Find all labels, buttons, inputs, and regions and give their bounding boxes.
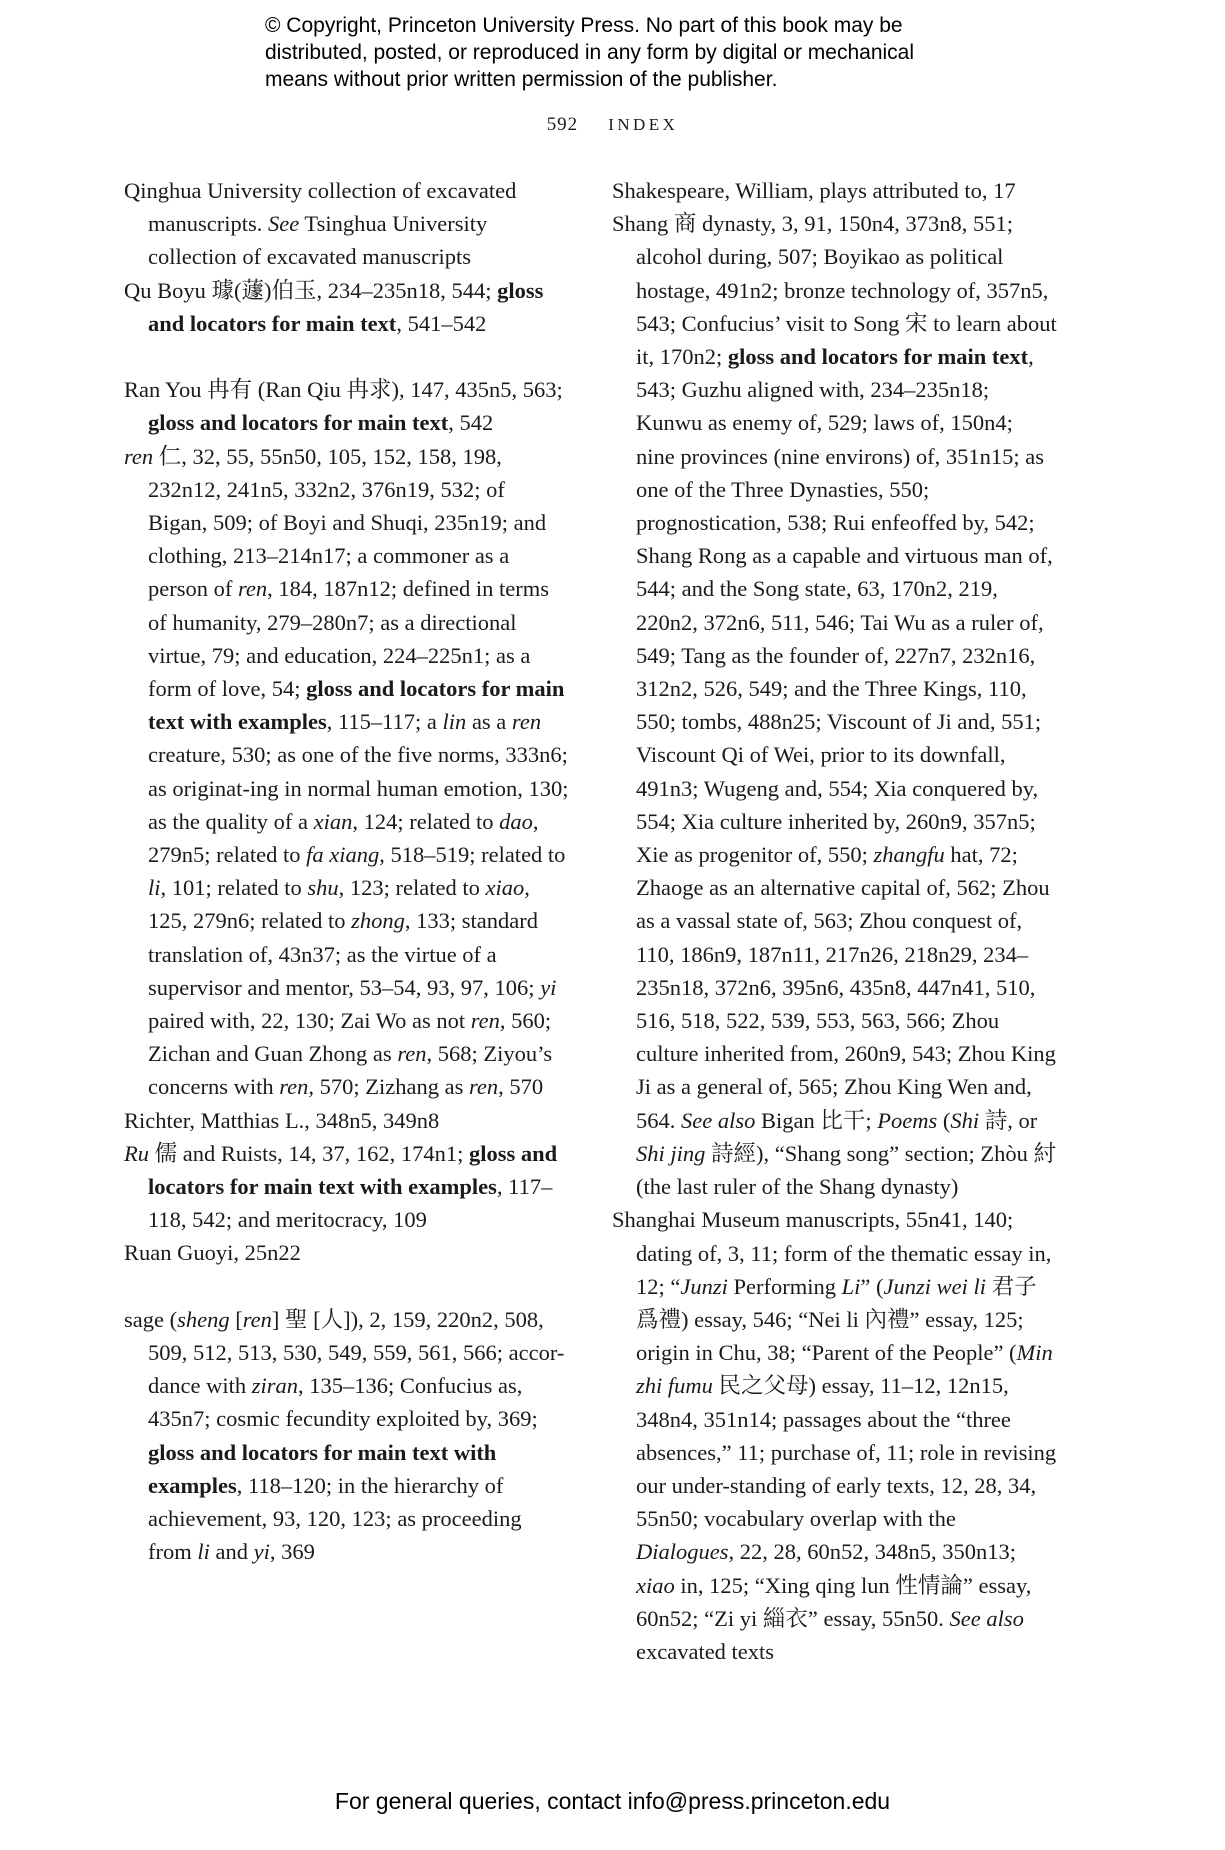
index-entry: Shang 商 dynasty, 3, 91, 150n4, 373n8, 551; alcohol during, 507; Boyikao as political hostage, 491n2; bronze technology of, 357n5, 543; Confucius’ visit to Song 宋 to learn about it, 170n2; gloss and locators for main text, 543; Guzhu aligned with, 234–235n18; Kunwu as enemy of, 529; laws of, 150n4; nine provinces (nine environs) of, 351n15; as one of the Three Dynasties, 550; prognostication, 538; Rui enfeoffed by, 542; Shang Rong as a capable and virtuous man of, 544; and the Song state, 63, 170n2, 219, 220n2, 372n6, 511, 546; Tai Wu as a ruler of, 549; Tang as the founder of, 227n7, 232n16, 312n2, 526, 549; and the Three Kings, 110, 550; tombs, 488n25; Viscount of Ji and, 551; Viscount Qi of Wei, prior to its downfall, 491n3; Wugeng and, 554; Xia conquered by, 554; Xia culture inherited by, 260n9, 357n5; Xie as progenitor of, 550; zhangfu hat, 72; Zhaoge as an alternative capital of, 562; Zhou as a vassal state of, 563; Zhou conquest of, 110, 186n9, 187n11, 217n26, 218n29, 234–235n18, 372n6, 395n6, 435n8, 447n41, 510, 516, 518, 522, 539, 553, 563, 566; Zhou culture inherited from, 260n9, 543; Zhou King Ji as a general of, 565; Zhou King Wen and, 564. See also Bigan 比干; Poems (Shi 詩, or Shi jing 詩經), “Shang song” section; Zhòu 紂 (the last ruler of the Shang dynasty) — [612, 211, 1057, 1200]
index-entry: Richter, Matthias L., 348n5, 349n8 — [124, 1107, 440, 1133]
index-entry: Shanghai Museum manuscripts, 55n41, 140; dating of, 3, 11; form of the thematic essay in, 12; “Junzi Performing Li” (Junzi wei li 君子爲禮) essay, 546; “Nei li 內禮” essay, 125; origin in Chu, 38; “Parent of the People” (Min zhi fumu 民之父母) essay, 11–12, 12n15, 348n4, 351n14; passages about the “three absences,” 11; purchase of, 11; role in revising our under-standing of early texts, 12, 28, 34, 55n50; vocabulary overlap with the Dialogues, 22, 28, 60n52, 348n5, 350n13; xiao in, 125; “Xing qing lun 性情論” essay, 60n52; “Zi yi 緇衣” essay, 55n50. See also excavated texts — [612, 1207, 1057, 1664]
section-break — [124, 340, 569, 373]
copyright-line-2: distributed, posted, or reproduced in any form by digital or mechanical — [265, 41, 915, 64]
section-break — [124, 1270, 569, 1303]
index-entry: ren 仁, 32, 55, 55n50, 105, 152, 158, 198, 232n12, 241n5, 332n2, 376n19, 532; of Bigan, 509; of Boyi and Shuqi, 235n19; and clothing, 213–214n17; a commoner as a person of ren, 184, 187n12; defined in terms of humanity, 279–280n7; as a directional virtue, 79; and education, 224–225n1; as a form of love, 54; gloss and locators for main text with examples, 115–117; a lin as a ren creature, 530; as one of the five norms, 333n6; as originat-ing in normal human emotion, 130; as the quality of a xian, 124; related to dao, 279n5; related to fa xiang, 518–519; related to li, 101; related to shu, 123; related to xiao, 125, 279n6; related to zhong, 133; standard translation of, 43n37; as the virtue of a supervisor and mentor, 53–54, 93, 97, 106; yi paired with, 22, 130; Zai Wo as not ren, 560; Zichan and Guan Zhong as ren, 568; Ziyou’s concerns with ren, 570; Zizhang as ren, 570 — [124, 443, 569, 1100]
index-entry: sage (sheng [ren] 聖 [人]), 2, 159, 220n2, 508, 509, 512, 513, 530, 549, 559, 561, 566; accor-dance with ziran, 135–136; Confucius as, 435n7; cosmic fecundity exploited by, 369; gloss and locators for main text with examples, 118–120; in the hierarchy of achievement, 93, 120, 123; as proceeding from li and yi, 369 — [124, 1306, 565, 1565]
section-title: INDEX — [608, 115, 679, 134]
index-entry: Qu Boyu 璩(蘧)伯玉, 234–235n18, 544; gloss and locators for main text, 541–542 — [124, 277, 544, 336]
index-entry: Qinghua University collection of excavated manuscripts. See Tsinghua University collection of excavated manuscripts — [124, 178, 517, 270]
index-column-right — [612, 174, 1057, 1668]
running-head — [0, 114, 1225, 136]
copyright-line-1: © Copyright, Princeton University Press. No part of this book may be — [265, 14, 903, 37]
index-entry: Ru 儒 and Ruists, 14, 37, 162, 174n1; gloss and locators for main text with examples, 117–118, 542; and meritocracy, 109 — [124, 1140, 558, 1233]
copyright-notice — [265, 12, 1025, 93]
index-entry: Ran You 冉有 (Ran Qiu 冉求), 147, 435n5, 563; gloss and locators for main text, 542 — [124, 377, 563, 436]
page-number: 592 — [546, 114, 579, 135]
index-column-left — [124, 174, 569, 1569]
index-entry: Shakespeare, William, plays attributed to, 17 — [612, 178, 1016, 203]
footer-contact: For general queries, contact info@press.princeton.edu — [334, 1788, 891, 1814]
index-entry: Ruan Guoyi, 25n22 — [124, 1240, 301, 1266]
copyright-line-3: means without prior written permission of the publisher. — [265, 68, 778, 91]
